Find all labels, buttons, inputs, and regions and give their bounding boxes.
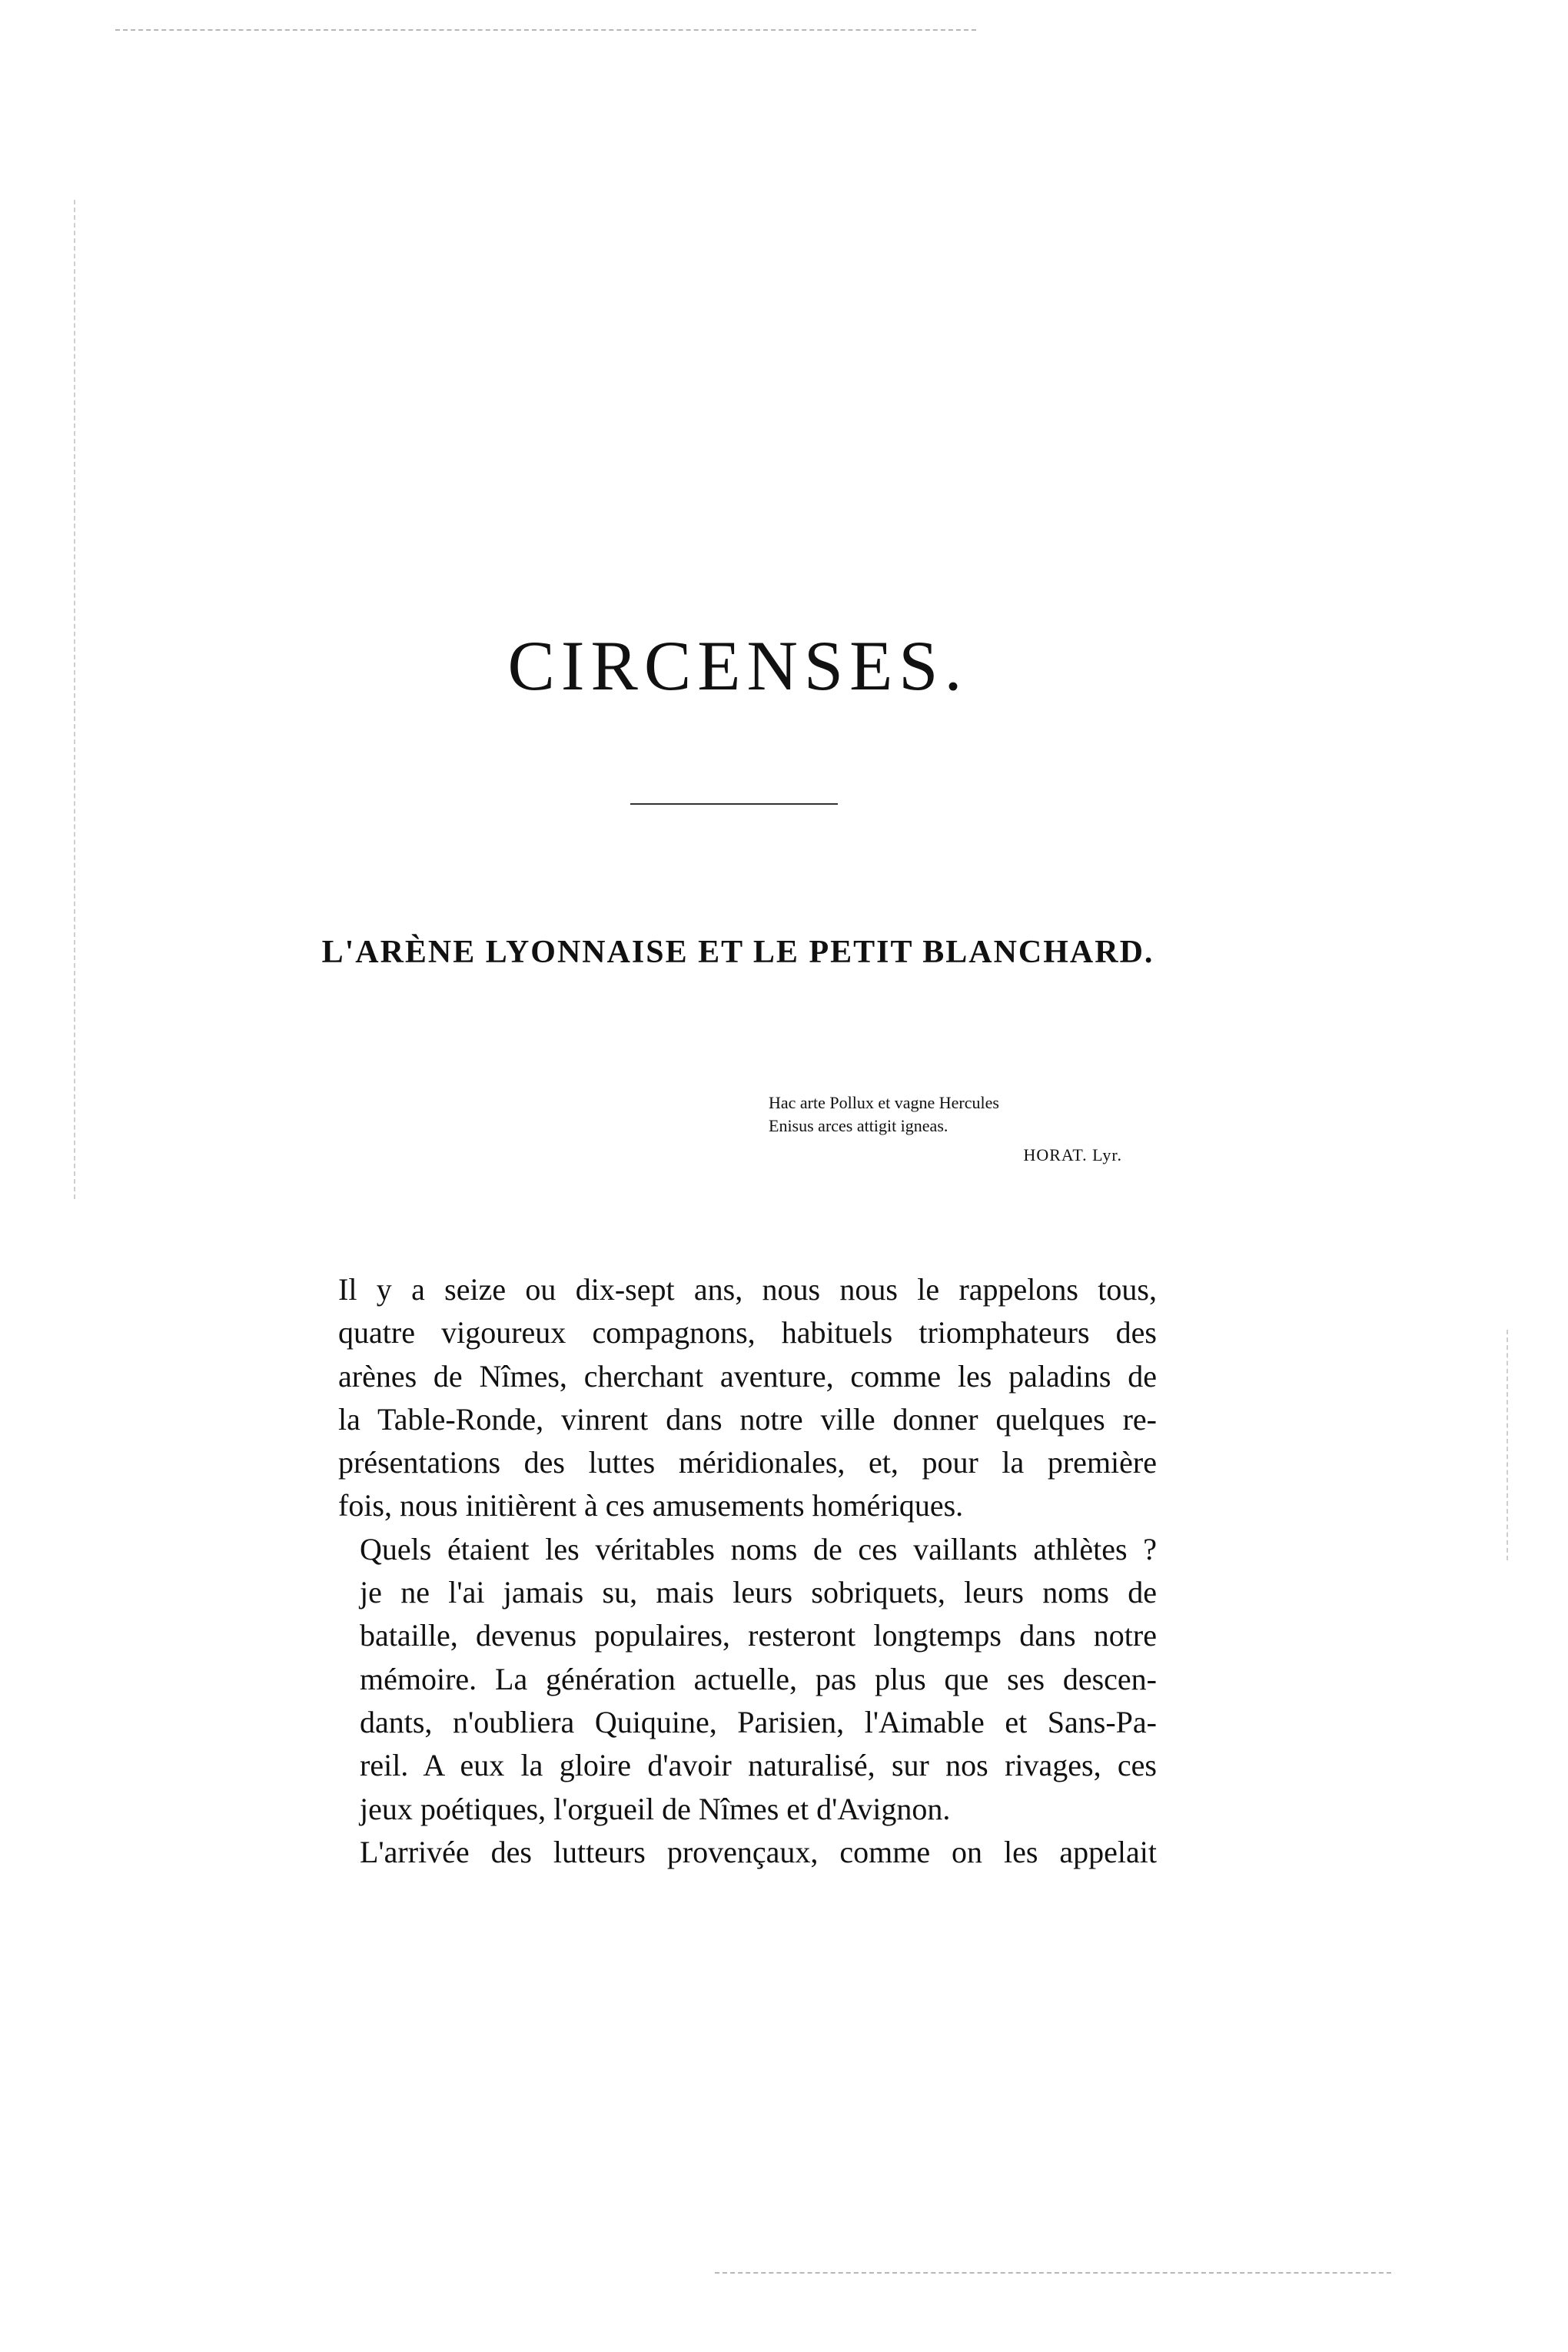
body-text <box>338 1268 1157 1874</box>
text-line: mémoire. La génération actuelle, pas plus que ses descen- <box>360 1661 1157 1696</box>
text-line: L'arrivée des lutteurs provençaux, comme on les appelait <box>360 1834 1157 1869</box>
text-line: présentations des luttes méridionales, et, pour la première <box>338 1445 1157 1480</box>
text-line: reil. A eux la gloire d'avoir naturalisé, sur nos rivages, ces <box>360 1748 1157 1783</box>
text-line: bataille, devenus populaires, resteront longtemps dans notre <box>360 1618 1157 1653</box>
epigraph-line: Enisus arces attigit igneas. <box>769 1116 948 1135</box>
text-line: Quels étaient les véritables noms de ces vaillants athlètes ? <box>360 1531 1157 1566</box>
chapter-subtitle: L'ARÈNE LYONNAISE ET LE PETIT BLANCHARD. <box>321 935 1154 970</box>
scan-artifact-top <box>115 29 976 31</box>
paragraph <box>338 1528 1157 1831</box>
epigraph-line: Hac arte Pollux et vagne Hercules <box>769 1093 999 1112</box>
text-line: jeux poétiques, l'orgueil de Nîmes et d'Avignon. <box>360 1791 951 1826</box>
text-line: dants, n'oubliera Quiquine, Parisien, l'Aimable et Sans-Pa- <box>360 1704 1157 1739</box>
epigraph <box>769 1091 1122 1167</box>
paragraph <box>338 1831 1157 1874</box>
text-line: arènes de Nîmes, cherchant aventure, comme les paladins de <box>338 1358 1157 1394</box>
text-line: quatre vigoureux compagnons, habituels triomphateurs des <box>338 1315 1157 1350</box>
epigraph-source: HORAT. Lyr. <box>1023 1145 1122 1164</box>
text-line: Il y a seize ou dix-sept ans, nous nous le rappelons tous, <box>338 1272 1157 1307</box>
scan-artifact-right <box>1507 1330 1508 1560</box>
scan-artifact-bottom <box>715 2272 1391 2274</box>
title-divider <box>630 803 838 805</box>
text-line: fois, nous initièrent à ces amusements homériques. <box>338 1488 964 1523</box>
paragraph <box>338 1268 1157 1528</box>
text-line: la Table-Ronde, vinrent dans notre ville donner quelques re- <box>338 1401 1157 1437</box>
text-line: je ne l'ai jamais su, mais leurs sobriquets, leurs noms de <box>360 1575 1157 1610</box>
chapter-title: CIRCENSES. <box>507 626 968 705</box>
